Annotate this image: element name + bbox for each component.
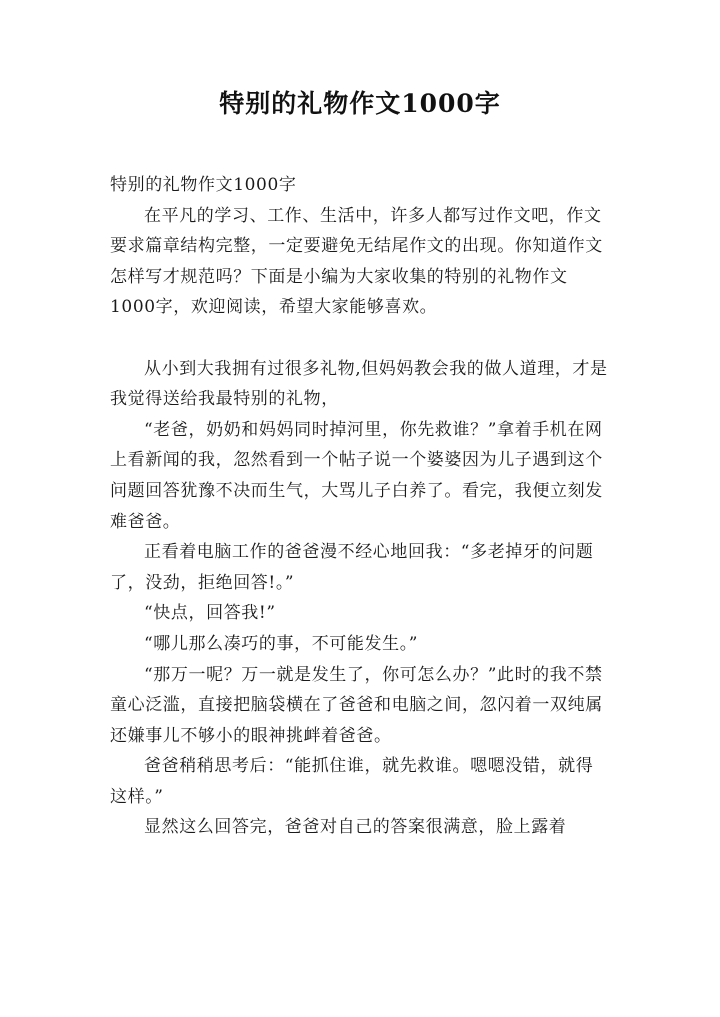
paragraph: “老爸，奶奶和妈妈同时掉河里，你先救谁？”拿着手机在网上看新闻的我，忽然看到一个帖子说一个婆婆因为儿子遇到这个问题回答犹豫不决而生气，大骂儿子白养了。看完，我便立刻发难爸爸。 bbox=[110, 419, 603, 532]
paragraph: “哪儿那么凑巧的事，不可能发生。” bbox=[144, 633, 419, 654]
paragraph: “那万一呢？万一就是发生了，你可怎么办？”此时的我不禁童心泛滥，直接把脑袋横在了爸爸和电脑之间，忽闪着一双纯属还嫌事儿不够小的眼神挑衅着爸爸。 bbox=[110, 664, 603, 746]
paragraph-spacer bbox=[110, 323, 610, 354]
paragraph: 从小到大我拥有过很多礼物,但妈妈教会我的做人道理，才是我觉得送给我最特别的礼物， bbox=[110, 358, 608, 410]
paragraph-intro: 在平凡的学习、工作、生活中，许多人都写过作文吧，作文要求篇章结构完整，一定要避免无结尾作文的出现。你知道作文怎样写才规范吗？下面是小编为大家收集的特别的礼物作文1000字，欢迎阅读，希望大家能够喜欢。 bbox=[110, 205, 603, 318]
document-body bbox=[110, 170, 610, 843]
paragraph: 正看着电脑工作的爸爸漫不经心地回我：“多老掉牙的问题了，没劲，拒绝回答!。” bbox=[110, 542, 594, 593]
document-title: 特别的礼物作文1000字 bbox=[219, 89, 501, 118]
paragraph: “快点，回答我!” bbox=[144, 603, 276, 624]
document-subtitle: 特别的礼物作文1000字 bbox=[110, 175, 297, 195]
paragraph: 显然这么回答完，爸爸对自己的答案很满意，脸上露着 bbox=[144, 817, 567, 838]
paragraph: 爸爸稍稍思考后：“能抓住谁，就先救谁。嗯嗯没错，就得这样。” bbox=[110, 756, 594, 807]
